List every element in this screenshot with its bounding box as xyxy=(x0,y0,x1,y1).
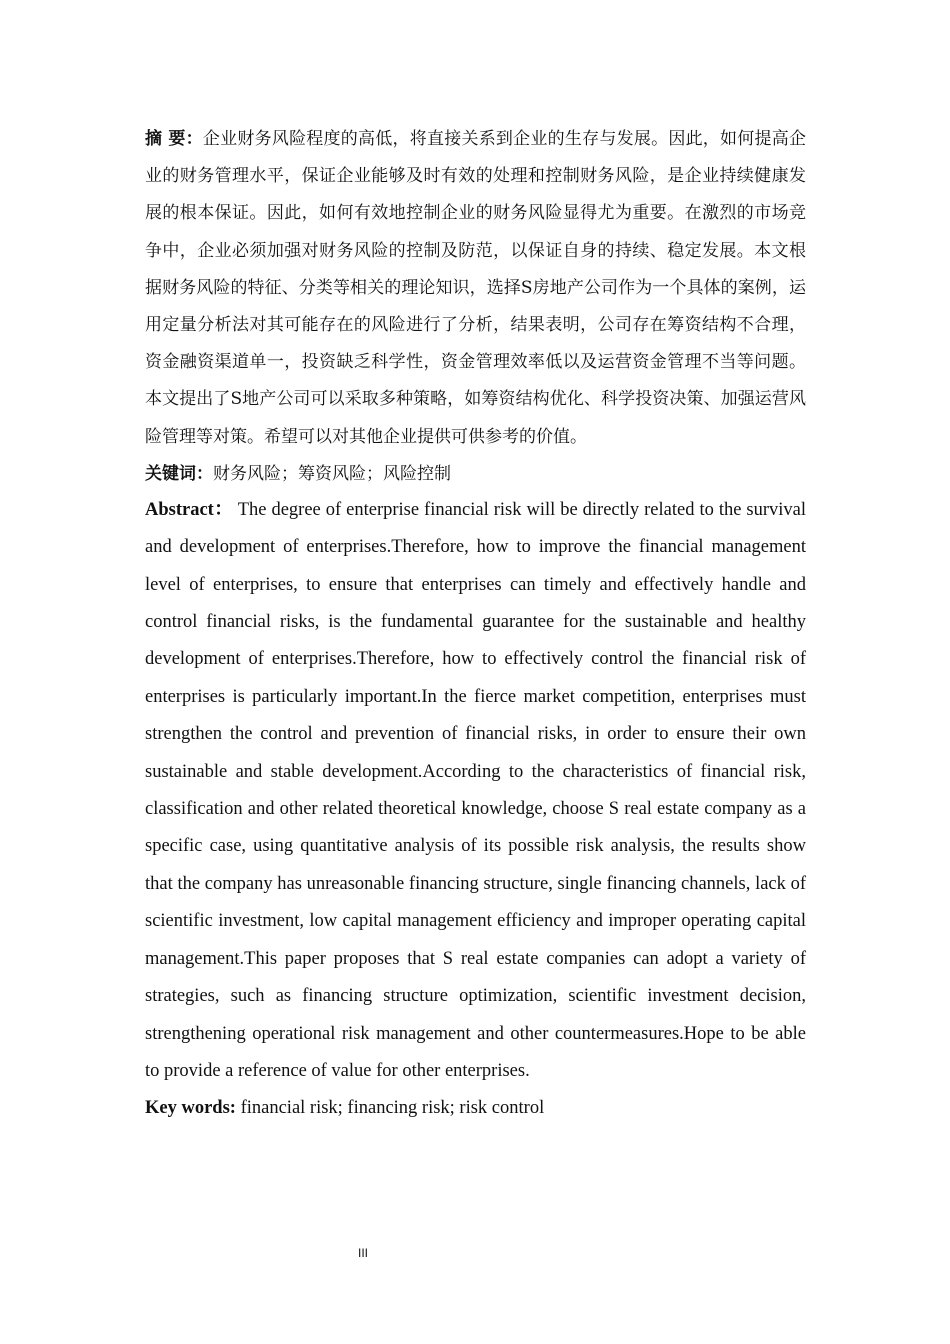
chinese-keywords-label: 关键词： xyxy=(145,463,213,484)
english-abstract-text: The degree of enterprise financial risk will be directly related to the survival and development of enterprises.Therefore, how to improve the financial management level of enterprises, to ensure that enterprises can timely and effectively handle and control financial risks, is the fundamental guarantee for the sustainable and healthy development of enterprises.Therefore, how to effectively control the financial risk of enterprises is particularly important.In the fierce market competition, enterprises must strengthen the control and prevention of financial risks, in order to ensure their own sustainable and stable development.According to the characteristics of financial risk, classification and other related theoretical knowledge, choose S real estate company as a specific case, using quantitative analysis of its possible risk analysis, the results show that the company has unreasonable financing structure, single financing channels, lack of scientific investment, low capital management efficiency and improper operating capital management.This paper proposes that S real estate companies can adopt a variety of strategies, such as financing structure optimization, scientific investment decision, strengthening operational risk management and other countermeasures.Hope to be able to provide a reference of value for other enterprises. xyxy=(145,499,807,1081)
english-keywords-text: financial risk; financing risk; risk control xyxy=(240,1098,545,1119)
chinese-keywords-text: 财务风险；筹资风险；风险控制 xyxy=(213,463,451,484)
chinese-keywords xyxy=(145,456,806,492)
chinese-abstract-label: 摘 要： xyxy=(145,129,203,149)
abstract-section xyxy=(145,121,806,1126)
english-keywords xyxy=(145,1090,806,1126)
chinese-abstract xyxy=(145,121,806,456)
page-number: III xyxy=(358,1246,369,1260)
english-abstract-label: Abstract： xyxy=(145,499,234,520)
chinese-abstract-text: 企业财务风险程度的高低，将直接关系到企业的生存与发展。因此，如何提高企业的财务管理水平，保证企业能够及时有效的处理和控制财务风险，是企业持续健康发展的根本保证。因此，如何有效地控制企业的财务风险显得尤为重要。在激烈的市场竞争中，企业必须加强对财务风险的控制及防范，以保证自身的持续、稳定发展。本文根据财务风险的特征、分类等相关的理论知识，选择S房地产公司作为一个具体的案例，运用定量分析法对其可能存在的风险进行了分析，结果表明，公司存在筹资结构不合理，资金融资渠道单一，投资缺乏科学性，资金管理效率低以及运营资金管理不当等问题。本文提出了S地产公司可以采取多种策略，如筹资结构优化、科学投资决策、加强运营风险管理等对策。希望可以对其他企业提供可供参考的价值。 xyxy=(145,129,806,447)
english-keywords-label: Key words: xyxy=(145,1098,236,1119)
english-abstract xyxy=(145,492,806,1091)
